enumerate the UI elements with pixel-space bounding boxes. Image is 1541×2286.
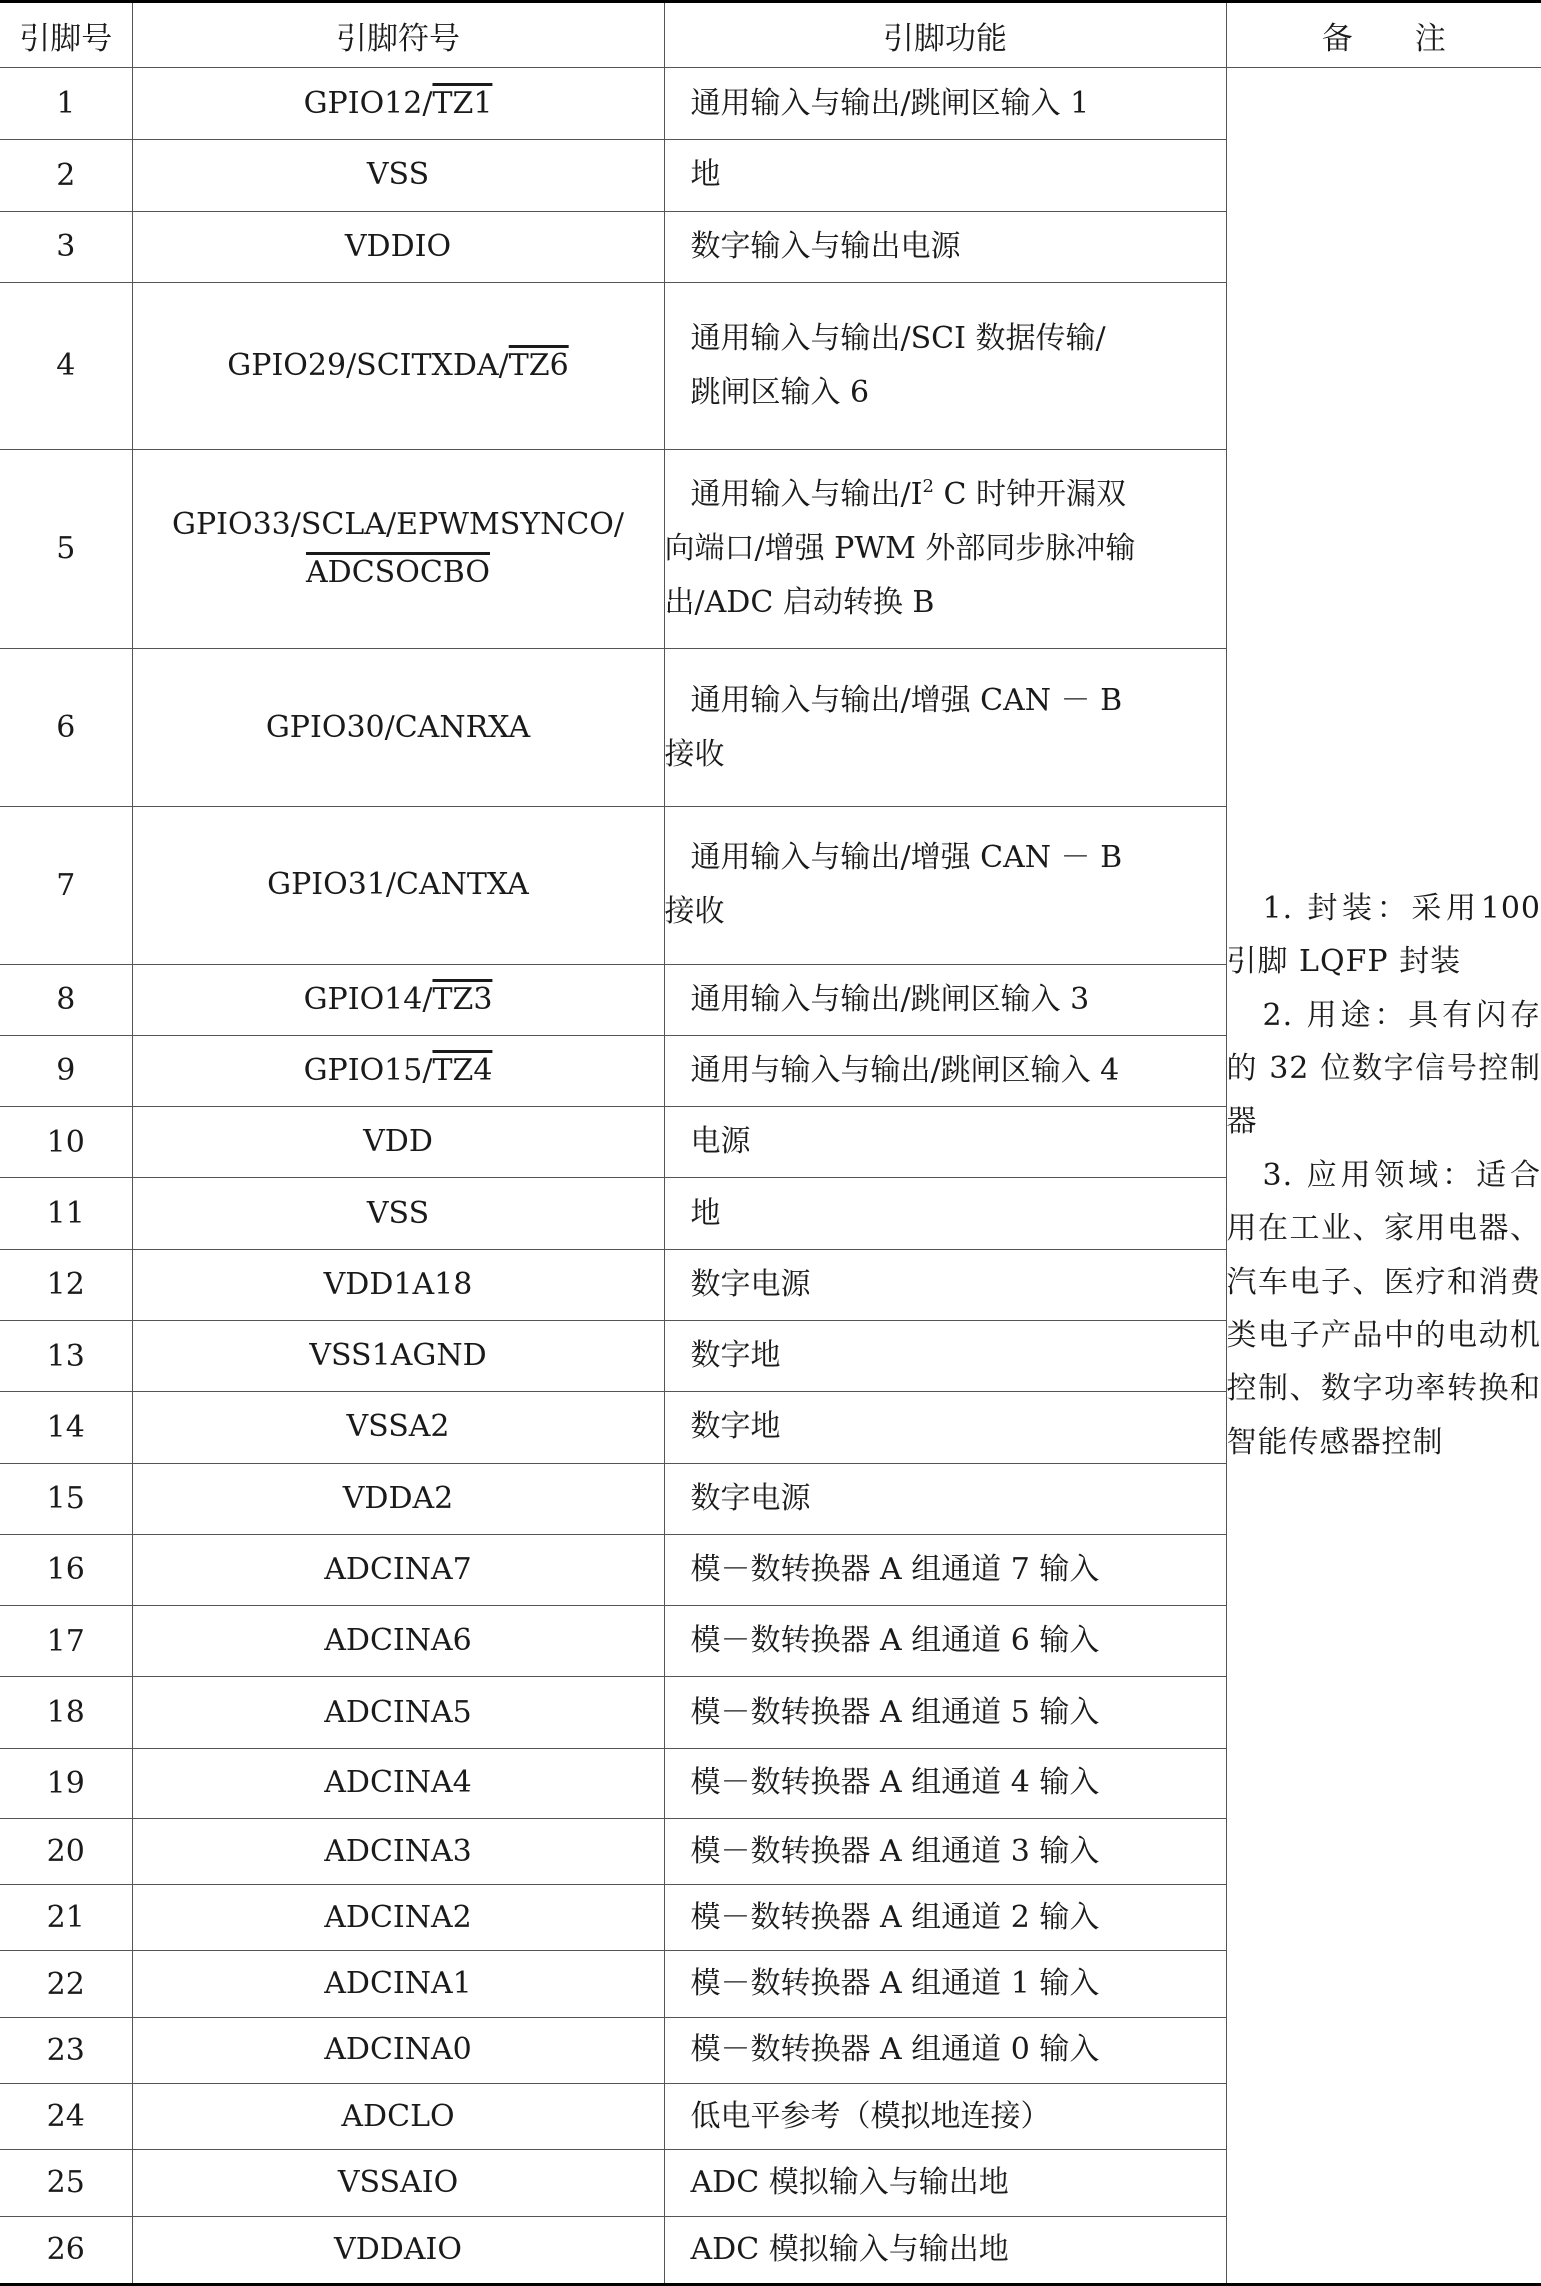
pin-number: 17 xyxy=(0,1606,132,1677)
pin-number: 3 xyxy=(0,211,132,282)
pin-symbol: ADCINA4 xyxy=(132,1748,664,1818)
symbol-text: GPIO33/SCLA/EPWMSYNCO/ xyxy=(172,506,624,542)
pin-symbol: VDDAIO xyxy=(132,2216,664,2284)
pin-function xyxy=(664,1107,1226,1178)
function-text: ADC 模拟输入与输出地 xyxy=(690,2164,1009,2200)
pin-symbol: VDDIO xyxy=(132,211,664,282)
header-pin-number: 引脚号 xyxy=(0,2,132,68)
pin-number: 16 xyxy=(0,1534,132,1605)
pin-function xyxy=(664,211,1226,282)
function-text-post: C 时钟开漏双 xyxy=(933,476,1126,512)
pin-symbol xyxy=(132,68,664,140)
symbol-overline-text: TZ3 xyxy=(432,981,493,1017)
function-text: 通用输入与输出/跳闸区输入 1 xyxy=(690,85,1090,121)
function-text: 地 xyxy=(690,1195,721,1231)
function-text-line3: 出/ADC 启动转换 B xyxy=(664,584,935,620)
symbol-overline-text: TZ1 xyxy=(432,85,493,121)
pin-number: 5 xyxy=(0,449,132,649)
pin-symbol: ADCINA6 xyxy=(132,1606,664,1677)
symbol-text: GPIO29/SCITXDA/ xyxy=(227,347,509,383)
pin-symbol: VDD xyxy=(132,1107,664,1178)
pin-symbol: ADCINA1 xyxy=(132,1951,664,2017)
function-text: 数字地 xyxy=(690,1338,781,1374)
pin-function xyxy=(664,1606,1226,1677)
pin-symbol xyxy=(132,449,664,649)
pin-function xyxy=(664,68,1226,140)
symbol-text: GPIO14/ xyxy=(303,981,433,1017)
pin-symbol xyxy=(132,1035,664,1106)
function-text: 数字地 xyxy=(690,1409,781,1445)
pin-function xyxy=(664,2150,1226,2216)
pin-function xyxy=(664,806,1226,964)
pin-function xyxy=(664,140,1226,211)
function-text-line2: 向端口/增强 PWM 外部同步脉冲输 xyxy=(664,530,1136,566)
function-text: 通用输入与输出/跳闸区输入 3 xyxy=(690,981,1090,1017)
function-text: 通用输入与输出/增强 CAN － B xyxy=(690,682,1123,718)
note-cell xyxy=(1226,68,1541,2285)
pin-number: 26 xyxy=(0,2216,132,2284)
function-text: 模－数转换器 A 组通道 4 输入 xyxy=(690,1765,1100,1801)
pin-function xyxy=(664,1392,1226,1463)
pin-symbol: ADCINA2 xyxy=(132,1885,664,1951)
pin-symbol: VSS1AGND xyxy=(132,1320,664,1391)
pin-number: 23 xyxy=(0,2017,132,2083)
function-text-line2: 跳闸区输入 6 xyxy=(690,374,870,410)
pin-symbol: VDDA2 xyxy=(132,1463,664,1534)
note-purpose: 2. 用途：具有闪存的 32 位数字信号控制器 xyxy=(1226,997,1541,1140)
pin-symbol: ADCINA3 xyxy=(132,1818,664,1884)
pin-function xyxy=(664,1035,1226,1106)
pin-number: 10 xyxy=(0,1107,132,1178)
pin-function xyxy=(664,1818,1226,1884)
pin-function xyxy=(664,1677,1226,1748)
pin-symbol: ADCINA7 xyxy=(132,1534,664,1605)
symbol-overline-text: ADCSOCBO xyxy=(306,554,490,590)
pin-number: 18 xyxy=(0,1677,132,1748)
table-header xyxy=(0,2,1541,68)
pin-function xyxy=(664,1885,1226,1951)
pin-function xyxy=(664,2017,1226,2083)
pin-number: 6 xyxy=(0,649,132,807)
pin-symbol: VDD1A18 xyxy=(132,1249,664,1320)
pin-number: 15 xyxy=(0,1463,132,1534)
pin-number: 25 xyxy=(0,2150,132,2216)
function-text: 电源 xyxy=(690,1124,751,1160)
pin-function xyxy=(664,1534,1226,1605)
header-note: 备 注 xyxy=(1226,2,1541,68)
function-text: 通用与输入与输出/跳闸区输入 4 xyxy=(690,1052,1120,1088)
symbol-text: GPIO15/ xyxy=(303,1052,433,1088)
pin-number: 7 xyxy=(0,806,132,964)
function-text: ADC 模拟输入与输出地 xyxy=(690,2231,1009,2267)
pin-number: 1 xyxy=(0,68,132,140)
pin-function xyxy=(664,2216,1226,2284)
function-text: 数字输入与输出电源 xyxy=(690,228,961,264)
function-text: 通用输入与输出/SCI 数据传输/ xyxy=(690,320,1106,356)
note-packaging: 1. 封装：采用100 引脚 LQFP 封装 xyxy=(1226,890,1541,980)
function-text xyxy=(665,468,1226,522)
pin-function xyxy=(664,1463,1226,1534)
pin-symbol: VSS xyxy=(132,1178,664,1249)
pin-number: 2 xyxy=(0,140,132,211)
function-text: 模－数转换器 A 组通道 5 输入 xyxy=(690,1694,1100,1730)
pin-number: 12 xyxy=(0,1249,132,1320)
function-text: 模－数转换器 A 组通道 3 输入 xyxy=(690,1833,1100,1869)
function-text: 模－数转换器 A 组通道 2 输入 xyxy=(690,1899,1100,1935)
pin-number: 13 xyxy=(0,1320,132,1391)
pin-number: 24 xyxy=(0,2084,132,2150)
pin-function xyxy=(664,1178,1226,1249)
header-pin-symbol: 引脚符号 xyxy=(132,2,664,68)
header-row xyxy=(0,2,1541,68)
pin-function xyxy=(664,1320,1226,1391)
symbol-text: GPIO12/ xyxy=(303,85,433,121)
pin-symbol: VSSAIO xyxy=(132,2150,664,2216)
pin-function xyxy=(664,649,1226,807)
symbol-overline-text: TZ4 xyxy=(432,1052,493,1088)
pin-number: 20 xyxy=(0,1818,132,1884)
pin-symbol xyxy=(132,964,664,1035)
symbol-overline-text: TZ6 xyxy=(508,347,569,383)
pin-function xyxy=(664,1951,1226,2017)
function-text: 模－数转换器 A 组通道 0 输入 xyxy=(690,2032,1100,2068)
function-text: 模－数转换器 A 组通道 7 输入 xyxy=(690,1551,1100,1587)
pin-number: 4 xyxy=(0,282,132,449)
pin-function xyxy=(664,2084,1226,2150)
function-superscript: 2 xyxy=(922,475,934,497)
pin-number: 21 xyxy=(0,1885,132,1951)
pin-function xyxy=(664,449,1226,649)
function-text-line2: 接收 xyxy=(664,894,725,930)
function-text: 模－数转换器 A 组通道 1 输入 xyxy=(690,1966,1100,2002)
pin-symbol: VSS xyxy=(132,140,664,211)
pin-function xyxy=(664,1748,1226,1818)
header-pin-function: 引脚功能 xyxy=(664,2,1226,68)
pin-function xyxy=(664,282,1226,449)
pin-symbol: ADCINA5 xyxy=(132,1677,664,1748)
note-applications: 3. 应用领域：适合用在工业、家用电器、汽车电子、医疗和消费类电子产品中的电动机控制、数字功率转换和智能传感器控制 xyxy=(1226,1157,1541,1460)
pin-symbol xyxy=(132,282,664,449)
pin-symbol: ADCLO xyxy=(132,2084,664,2150)
pin-symbol: VSSA2 xyxy=(132,1392,664,1463)
function-text: 模－数转换器 A 组通道 6 输入 xyxy=(690,1623,1100,1659)
table-row xyxy=(0,68,1541,140)
function-text: 数字电源 xyxy=(690,1266,811,1302)
function-text-line2: 接收 xyxy=(664,736,725,772)
pin-number: 11 xyxy=(0,1178,132,1249)
pin-number: 14 xyxy=(0,1392,132,1463)
function-text: 低电平参考（模拟地连接） xyxy=(690,2098,1051,2134)
function-text: 数字电源 xyxy=(690,1480,811,1516)
pin-symbol: ADCINA0 xyxy=(132,2017,664,2083)
table-body xyxy=(0,68,1541,2285)
function-text-pre: 通用输入与输出/I xyxy=(690,476,923,512)
pin-number: 19 xyxy=(0,1748,132,1818)
pin-number: 8 xyxy=(0,964,132,1035)
function-text: 通用输入与输出/增强 CAN － B xyxy=(690,840,1123,876)
pin-number: 9 xyxy=(0,1035,132,1106)
function-text: 地 xyxy=(690,157,721,193)
pin-symbol: GPIO30/CANRXA xyxy=(132,649,664,807)
pin-number: 22 xyxy=(0,1951,132,2017)
pin-function xyxy=(664,1249,1226,1320)
pin-function xyxy=(664,964,1226,1035)
pin-symbol: GPIO31/CANTXA xyxy=(132,806,664,964)
